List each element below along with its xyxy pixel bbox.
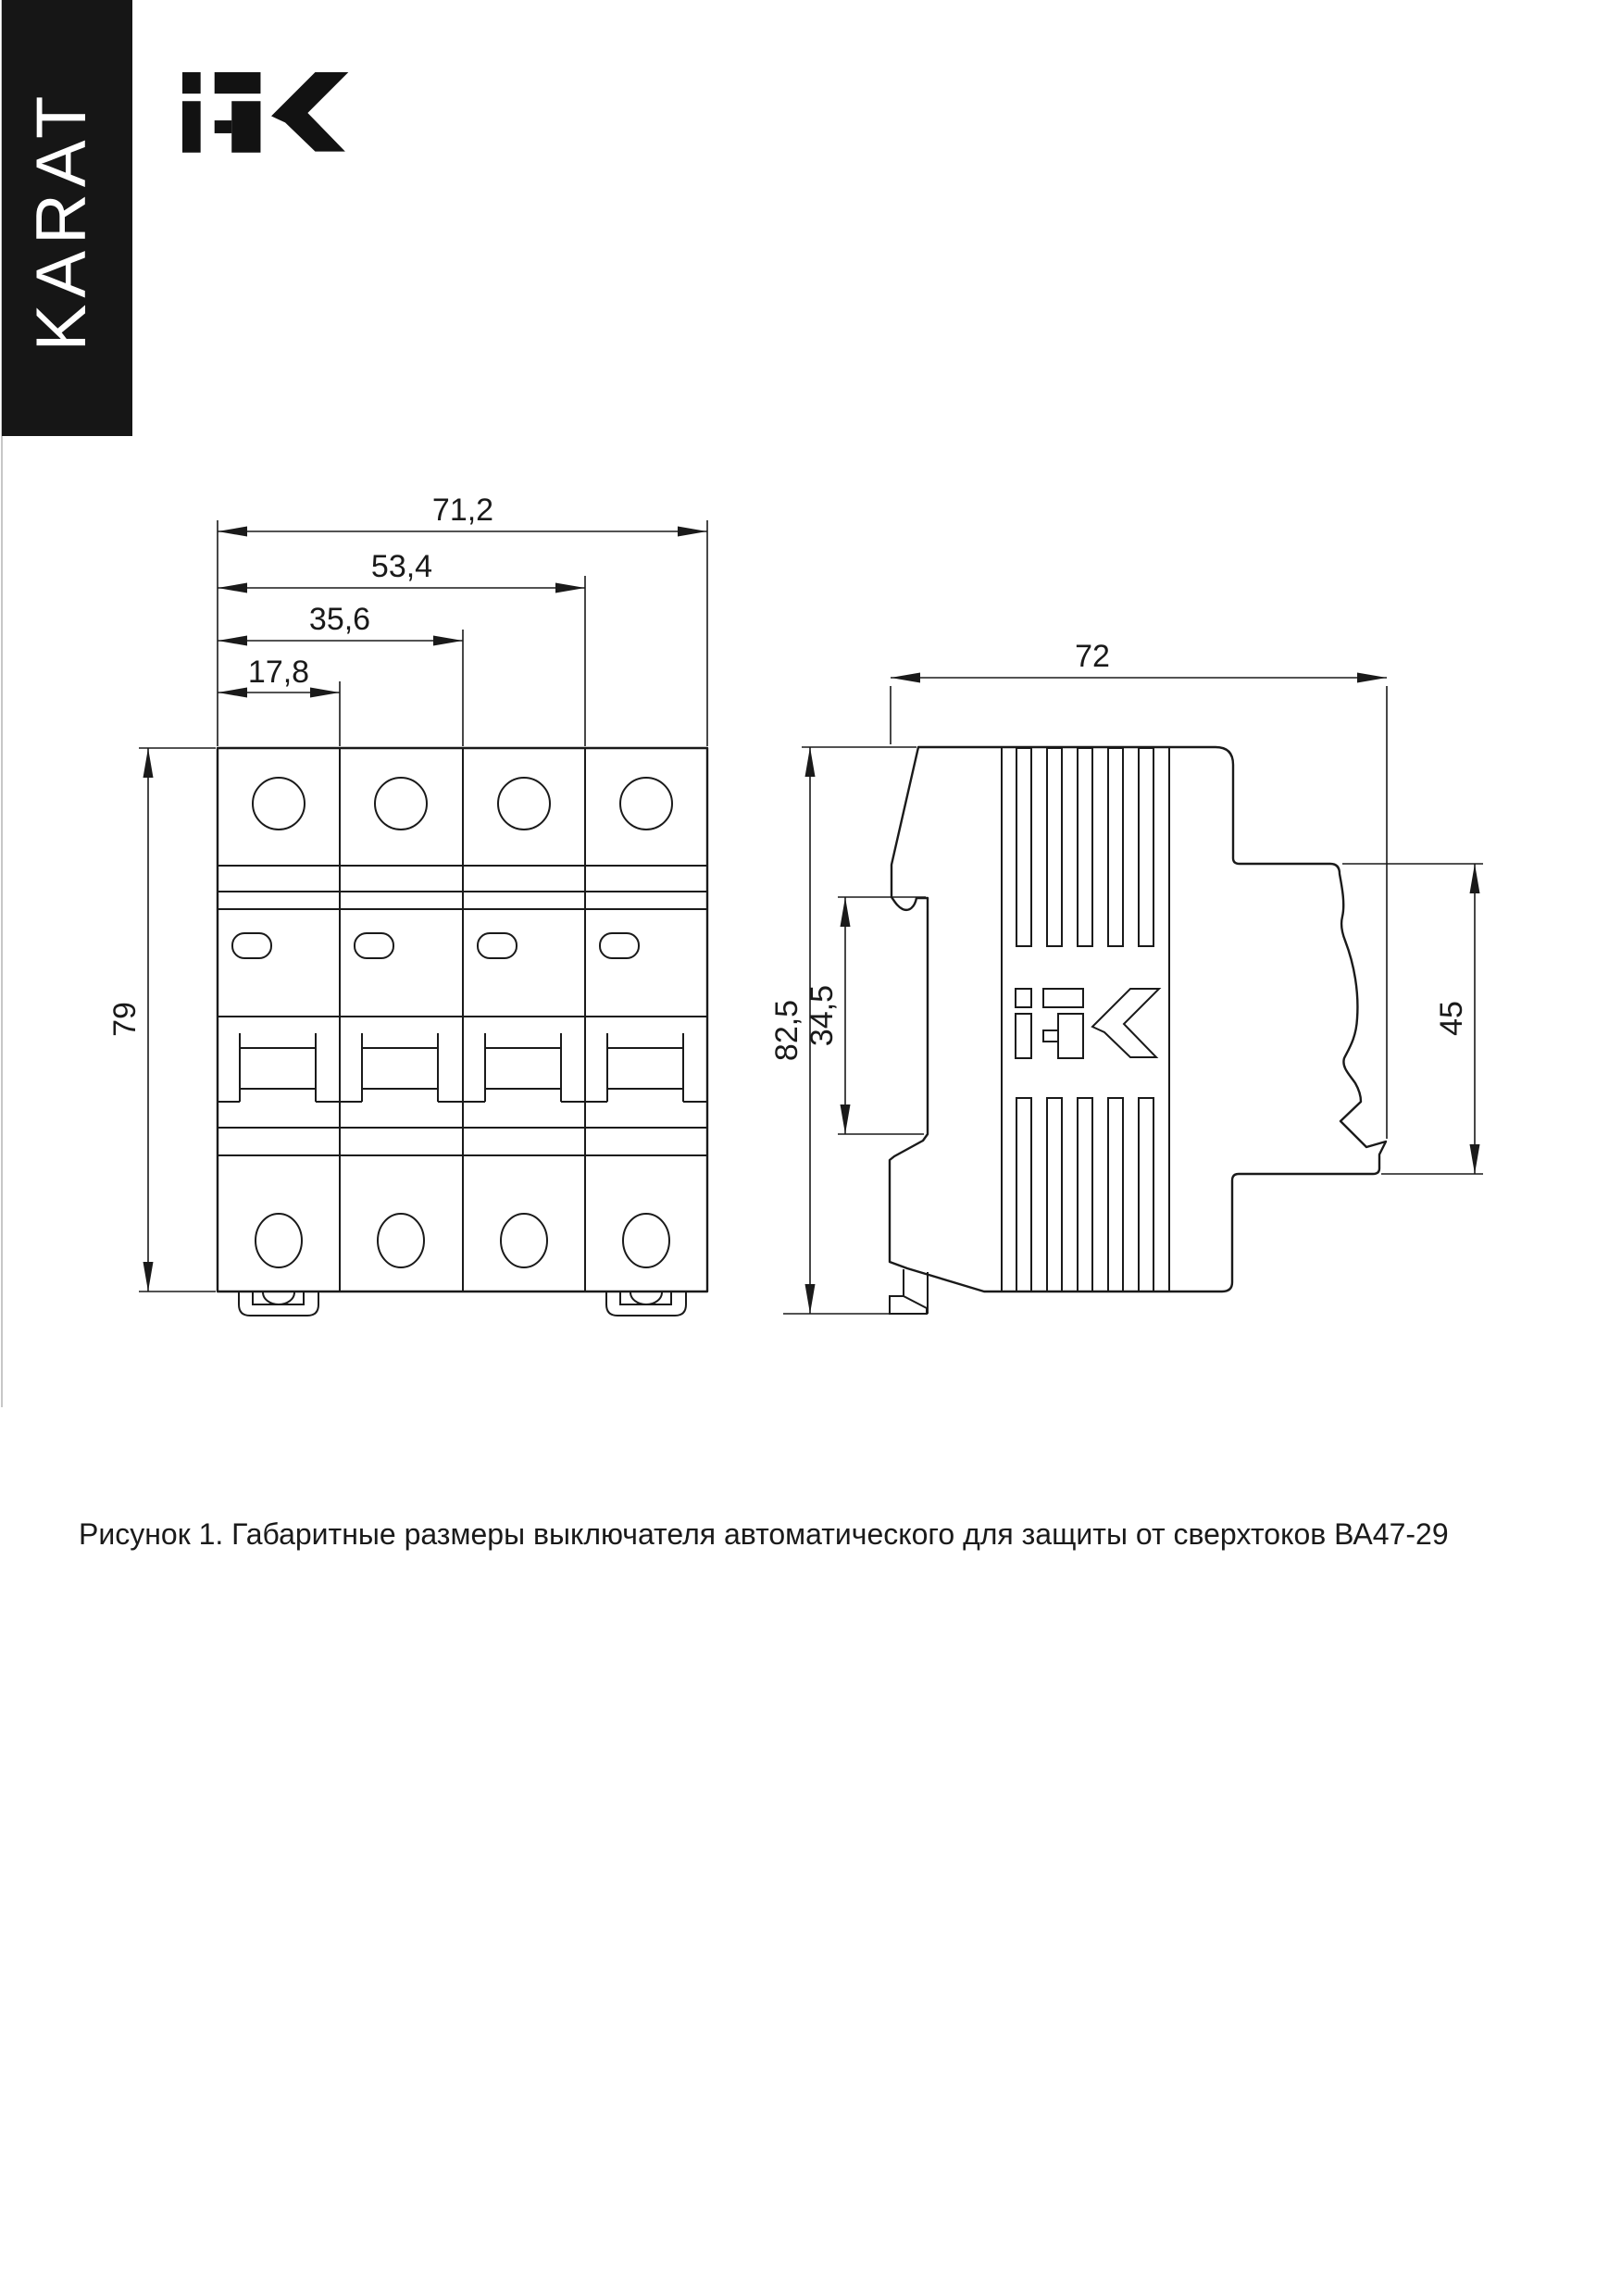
side-view-dimensions xyxy=(769,639,1483,1314)
din-rail-clips xyxy=(239,1292,686,1316)
dim-label-depth: 72 xyxy=(1075,639,1110,674)
dim-label-width-two-modules: 35,6 xyxy=(308,602,371,637)
dim-label-height-total: 82,5 xyxy=(769,999,804,1062)
karat-banner xyxy=(2,0,132,436)
dim-label-height: 79 xyxy=(107,1002,143,1037)
vent-ribs-bottom xyxy=(1016,1098,1153,1292)
dim-label-front-face: 45 xyxy=(1434,1001,1469,1036)
marking-windows xyxy=(232,933,639,958)
module-dividers xyxy=(340,748,585,1292)
dim-label-width-three-modules: 53,4 xyxy=(370,549,433,584)
banner-brand-label: KARAT xyxy=(22,89,101,352)
vent-ribs-top xyxy=(1016,748,1153,946)
iek-logo-embossed xyxy=(1016,989,1159,1058)
iek-logo xyxy=(182,72,348,153)
din-clip-foot xyxy=(890,1269,928,1314)
dim-label-rail-zone: 34,5 xyxy=(804,984,840,1047)
dim-label-width-one-module: 17,8 xyxy=(247,655,310,690)
figure-caption: Рисунок 1. Габаритные размеры выключателя автоматического для защиты от сверхтоков ВА47-29 xyxy=(79,1517,1449,1551)
dim-label-width-total: 71,2 xyxy=(431,493,494,528)
front-view-drawing xyxy=(107,493,707,1316)
side-view-drawing xyxy=(769,639,1483,1314)
